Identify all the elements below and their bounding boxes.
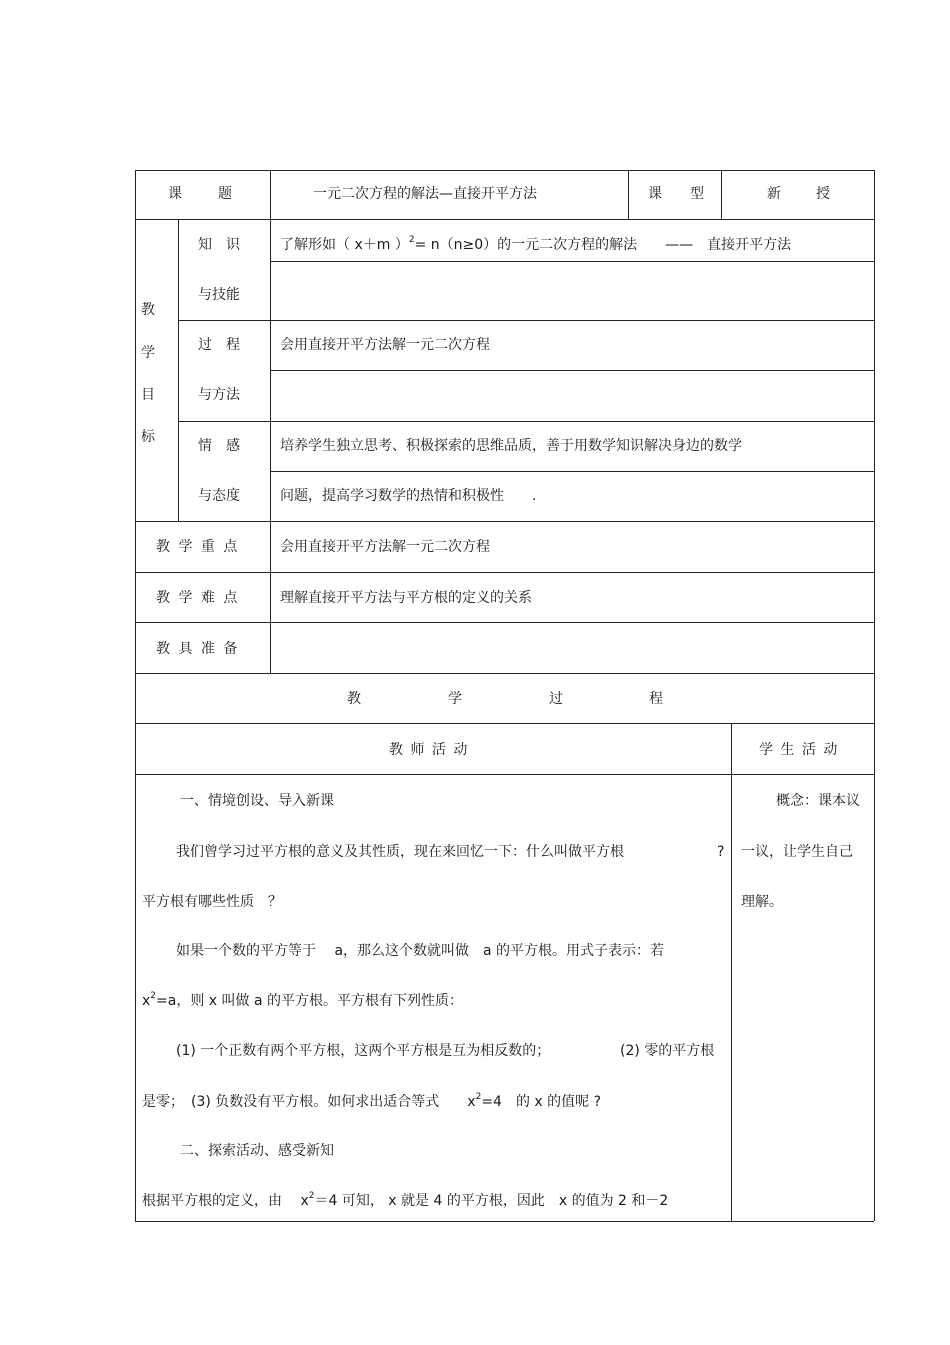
section-title: 二、探索活动、感受新知 (180, 1143, 334, 1159)
table-line (270, 370, 874, 371)
table-line (135, 170, 874, 171)
paragraph-line: 平方根有哪些性质 ？ (142, 894, 282, 910)
section-title: 一、情境创设、导入新课 (180, 793, 334, 809)
table-line (874, 170, 875, 1221)
paragraph-line: $x^2=a$，则 x 叫做 a 的平方根。平方根有下列性质： (142, 991, 464, 1009)
table-line (135, 219, 874, 220)
process-title: 过 (549, 691, 563, 707)
emotion-text: 问题，提高学习数学的热情和积极性 . (280, 488, 537, 504)
paragraph-line: 是零； (3) 负数没有平方根。如何求出适合等式 $x^2=4$ 的 x 的值呢 ? (142, 1092, 602, 1110)
objectives-label: 学 (141, 345, 155, 361)
paragraph-line: ? (717, 844, 725, 860)
process-label: 与方法 (198, 387, 240, 403)
student-note: 理解。 (741, 894, 783, 910)
emotion-label: 情 感 (198, 438, 240, 454)
paragraph-line: 根据平方根的定义，由 $x^2=4$ 可知， x 就是 4 的平方根，因此 x 的值为 2 和－2 (142, 1191, 669, 1209)
paragraph-line: (2) 零的平方根 (620, 1043, 715, 1059)
table-line (135, 673, 874, 674)
teacher-activity-header: 教 师 活 动 (389, 742, 468, 758)
table-line (270, 170, 271, 673)
table-line (135, 521, 874, 522)
table-line (135, 774, 874, 775)
key-point-label: 教 学 重 点 (156, 539, 238, 555)
knowledge-label: 知 识 (198, 237, 240, 253)
type-label: 课 (648, 186, 662, 202)
table-line (135, 723, 874, 724)
type-label: 型 (690, 186, 704, 202)
type-value: 新 (767, 186, 781, 202)
difficulty-label: 教 学 难 点 (156, 590, 238, 606)
process-label: 过 程 (198, 337, 240, 353)
process-title: 程 (649, 691, 663, 707)
topic-value: 一元二次方程的解法—直接开平方法 (313, 186, 537, 202)
difficulty-text: 理解直接开平方法与平方根的定义的关系 (280, 590, 532, 606)
table-line (270, 471, 874, 472)
table-line (135, 572, 874, 573)
emotion-label: 与态度 (198, 488, 240, 504)
objectives-label: 教 (141, 302, 155, 318)
tools-label: 教 具 准 备 (156, 641, 238, 657)
table-line (628, 170, 629, 219)
paragraph-line: (1) 一个正数有两个平方根，这两个平方根是互为相反数的； (176, 1043, 551, 1059)
process-text: 会用直接开平方法解一元二次方程 (280, 337, 490, 353)
table-line (135, 170, 136, 1221)
process-title: 教 (347, 691, 361, 707)
topic-label: 题 (218, 186, 232, 202)
table-line (135, 1221, 874, 1222)
topic-label: 课 (168, 186, 182, 202)
table-line (731, 723, 732, 1221)
objectives-label: 标 (141, 429, 155, 445)
knowledge-label: 与技能 (198, 287, 240, 303)
table-line (178, 320, 874, 321)
student-activity-header: 学 生 活 动 (759, 742, 838, 758)
key-point-text: 会用直接开平方法解一元二次方程 (280, 539, 490, 555)
table-line (178, 219, 179, 521)
knowledge-text: 了解形如（ x＋m ）$^2$= n（n≥0）的一元二次方程的解法 —— 直接开平方法 (280, 235, 792, 253)
process-title: 学 (448, 691, 462, 707)
student-note: 概念：课本议 (776, 793, 860, 809)
table-line (270, 261, 874, 262)
table-line (178, 421, 874, 422)
emotion-text: 培养学生独立思考、积极探索的思维品质，善于用数学知识解决身边的数学 (280, 438, 742, 454)
paragraph-line: 我们曾学习过平方根的意义及其性质，现在来回忆一下：什么叫做平方根 (176, 844, 624, 860)
table-line (135, 622, 874, 623)
type-value: 授 (816, 186, 830, 202)
student-note: 一议，让学生自己 (741, 844, 853, 860)
paragraph-line: 如果一个数的平方等于 a，那么这个数就叫做 a 的平方根。用式子表示：若 (176, 943, 665, 959)
table-line (721, 170, 722, 219)
objectives-label: 目 (141, 387, 155, 403)
